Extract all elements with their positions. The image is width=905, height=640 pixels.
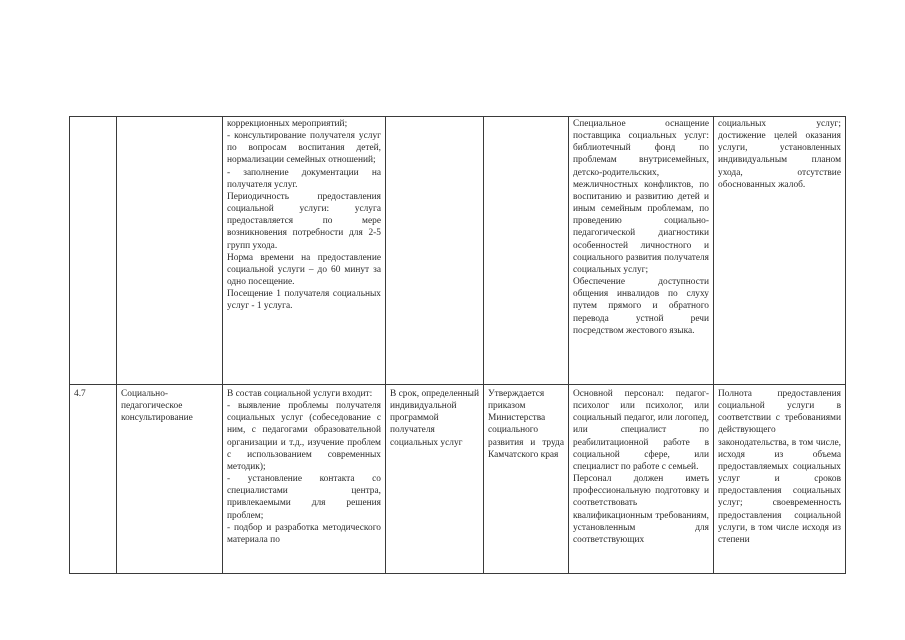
- cell-paragraph: - консультирование получателя услуг по вопросам воспитания детей, нормализации семейных отношений;: [227, 131, 381, 166]
- cell-quality-indicators: [714, 117, 846, 385]
- cell-text: Социально-педагогическое консультирование: [121, 389, 193, 424]
- cell-service-term: [386, 385, 484, 574]
- cell-paragraph: Утверждается приказом Министерства социального развития и труда Камчатского края: [488, 389, 564, 460]
- cell-tariff: [484, 117, 569, 385]
- cell-paragraph: В состав социальной услуги входит:: [227, 389, 373, 399]
- cell-paragraph: коррекционных мероприятий;: [227, 119, 348, 129]
- cell-paragraph: - подбор и разработка методического материала по: [227, 522, 381, 545]
- cell-text: 4.7: [74, 389, 86, 399]
- cell-provision-conditions: [569, 385, 714, 574]
- table-row: [70, 385, 846, 574]
- cell-paragraph: Обеспечение доступности общения инвалидов по слуху путем прямого и обратного перевода устной речи посредством жестового языка.: [573, 277, 709, 336]
- cell-service-name: [117, 385, 223, 574]
- cell-paragraph: - установление контакта со специалистами центра, привлекаемыми для решения проблем;: [227, 474, 381, 521]
- cell-paragraph: Полнота предоставления социальной услуги в соответствии с требованиями действующего законодательства, в том числе, исходя из объема предоставляемых социальных услуг и сроков предоставления социальных услуг; своевременность предоставления социальной услуги, в том числе исходя из степени: [718, 389, 841, 545]
- social-services-table: [69, 116, 846, 574]
- cell-paragraph: Посещение 1 получателя социальных услуг - 1 услуга.: [227, 289, 381, 312]
- cell-quality-indicators: [714, 385, 846, 574]
- cell-paragraph: Периодичность предоставления социальной услуги: услуга предоставляется по мере возникновения потребности для 2-5 групп ухода.: [227, 191, 381, 251]
- cell-paragraph: Норма времени на предоставление социальной услуги – до 60 минут за одно посещение.: [227, 252, 381, 288]
- cell-number: [70, 117, 117, 385]
- cell-paragraph: социальных услуг; достижение целей оказания услуги, установленных индивидуальным планом ухода, отсутствие обоснованных жалоб.: [718, 119, 841, 190]
- cell-provision-conditions: [569, 117, 714, 385]
- cell-service-term: [386, 117, 484, 385]
- cell-service-name: [117, 117, 223, 385]
- cell-paragraph: Основной персонал: педагог-психолог или психолог, или социальный педагог, или логопед, или специалист по реабилитационной работе в социальной сфере, или специалист по работе с семьей.: [573, 389, 709, 472]
- cell-paragraph: В срок, определенный индивидуальной программой получателя социальных услуг: [390, 389, 479, 448]
- cell-service-description: [223, 117, 386, 385]
- cell-service-description: [223, 385, 386, 574]
- cell-paragraph: Специальное оснащение поставщика социальных услуг: библиотечный фонд по проблемам внутрисемейных, детско-родительских, межличностных конфликтов, по воспитанию и развитию детей и иным семейным проблемам, по проведению социально-педагогической диагностики особенностей личностного и социального развития получателя социальных услуг;: [573, 119, 709, 275]
- cell-paragraph: Персонал должен иметь профессиональную подготовку и соответствовать квалификационным требованиям, установленным для соответствующих: [573, 474, 709, 545]
- cell-paragraph: - заполнение документации на получателя услуг.: [227, 167, 381, 190]
- cell-tariff: [484, 385, 569, 574]
- cell-number: [70, 385, 117, 574]
- cell-paragraph: - выявление проблемы получателя социальных услуг (собеседование с ним, с педагогами образовательной организации и т.д., изучение проблем с использованием современных методик);: [227, 401, 381, 472]
- table-row: [70, 117, 846, 385]
